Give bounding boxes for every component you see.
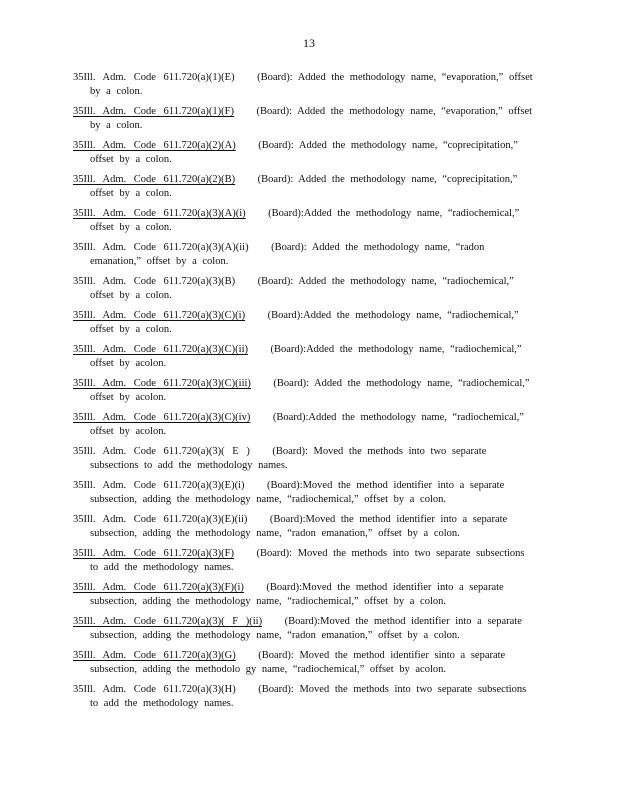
list-item (73, 445, 533, 473)
code-citation: 35Ill. Adm. Code 611.720(a)(1)(F) (73, 106, 235, 117)
code-citation: 35Ill. Adm. Code 611.720(a)(3)(G) (73, 650, 236, 661)
list-item (73, 343, 533, 371)
list-item (73, 207, 533, 235)
list-item (73, 377, 533, 405)
list-item (73, 581, 533, 609)
code-citation: 35Ill. Adm. Code 611.720(a)(3)(C)(i) (73, 310, 246, 321)
code-citation: 35Ill. Adm. Code 611.720(a)(3)(F)(i) (73, 582, 244, 593)
change-description: (Board): Added the methodology name, “coprecipitation,” offset by a colon. (90, 174, 518, 199)
list-item (73, 513, 533, 541)
list-item (73, 275, 533, 303)
code-citation: 35Ill. Adm. Code 611.720(a)(3)( E ) (73, 446, 250, 457)
code-citation: 35Ill. Adm. Code 611.720(a)(3)(F) (73, 548, 235, 559)
list-item (73, 649, 533, 677)
change-description: (Board): Moved the methods into two separate subsections to add the methodology names. (90, 446, 487, 471)
code-citation: 35Ill. Adm. Code 611.720(a)(3)(A)(i) (73, 208, 246, 219)
change-description: (Board):Moved the method identifier into a separate subsection, adding the methodology name, “radiochemical,” offset by a colon. (90, 582, 504, 607)
list-item (73, 547, 533, 575)
page-number: 13 (303, 36, 315, 50)
code-citation: 35Ill. Adm. Code 611.720(a)(3)(E)(i) (73, 480, 245, 491)
entry-list (73, 71, 533, 717)
change-description: (Board): Moved the methods into two separate subsections to add the methodology names. (90, 548, 525, 573)
change-description: (Board): Moved the methods into two separate subsections to add the methodology names. (90, 684, 527, 709)
change-description: (Board):Moved the method identifier into a separate subsection, adding the methodology name, “radon emanation,” offset by a colon. (90, 616, 522, 641)
code-citation: 35Ill. Adm. Code 611.720(a)(2)(B) (73, 174, 236, 185)
code-citation: 35Ill. Adm. Code 611.720(a)(3)(A)(ii) (73, 242, 249, 253)
change-description: (Board): Added the methodology name, “coprecipitation,” offset by a colon. (90, 140, 518, 165)
code-citation: 35Ill. Adm. Code 611.720(a)(3)(C)(ii) (73, 344, 248, 355)
change-description: (Board): Added the methodology name, “radiochemical,” offset by a colon. (90, 276, 514, 301)
list-item (73, 139, 533, 167)
change-description: (Board):Added the methodology name, “radiochemical,” offset by acolon. (90, 344, 522, 369)
change-description: (Board): Added the methodology name, “evaporation,” offset by a colon. (90, 72, 533, 97)
code-citation: 35Ill. Adm. Code 611.720(a)(3)(B) (73, 276, 236, 287)
list-item (73, 105, 533, 133)
change-description: (Board):Added the methodology name, “radiochemical,” offset by a colon. (90, 208, 520, 233)
list-item (73, 411, 533, 439)
change-description: (Board): Added the methodology name, “radiochemical,” offset by acolon. (90, 378, 530, 403)
code-citation: 35Ill. Adm. Code 611.720(a)(3)(C)(iii) (73, 378, 251, 389)
code-citation: 35Ill. Adm. Code 611.720(a)(1)(E) (73, 72, 235, 83)
list-item (73, 479, 533, 507)
list-item (73, 71, 533, 99)
change-description: (Board):Added the methodology name, “radiochemical,” offset by a colon. (90, 310, 519, 335)
code-citation: 35Ill. Adm. Code 611.720(a)(3)( F )(ii) (73, 616, 263, 627)
change-description: (Board): Added the methodology name, “radon emanation,” offset by a colon. (90, 242, 485, 267)
code-citation: 35Ill. Adm. Code 611.720(a)(2)(A) (73, 140, 236, 151)
change-description: (Board): Added the methodology name, “evaporation,” offset by a colon. (90, 106, 533, 131)
list-item (73, 241, 533, 269)
list-item (73, 615, 533, 643)
list-item (73, 309, 533, 337)
change-description: (Board):Moved the method identifier into a separate subsection, adding the methodology name, “radiochemical,” offset by a colon. (90, 480, 505, 505)
code-citation: 35Ill. Adm. Code 611.720(a)(3)(E)(ii) (73, 514, 248, 525)
list-item (73, 683, 533, 711)
code-citation: 35Ill. Adm. Code 611.720(a)(3)(H) (73, 684, 236, 695)
change-description: (Board):Added the methodology name, “radiochemical,” offset by acolon. (90, 412, 524, 437)
change-description: (Board):Moved the method identifier into a separate subsection, adding the methodology name, “radon emanation,” offset by a colon. (90, 514, 508, 539)
code-citation: 35Ill. Adm. Code 611.720(a)(3)(C)(iv) (73, 412, 251, 423)
list-item (73, 173, 533, 201)
change-description: (Board): Moved the method identifier sinto a separate subsection, adding the methodolo gy name, “radiochemical,” offset by acolon. (90, 650, 506, 675)
